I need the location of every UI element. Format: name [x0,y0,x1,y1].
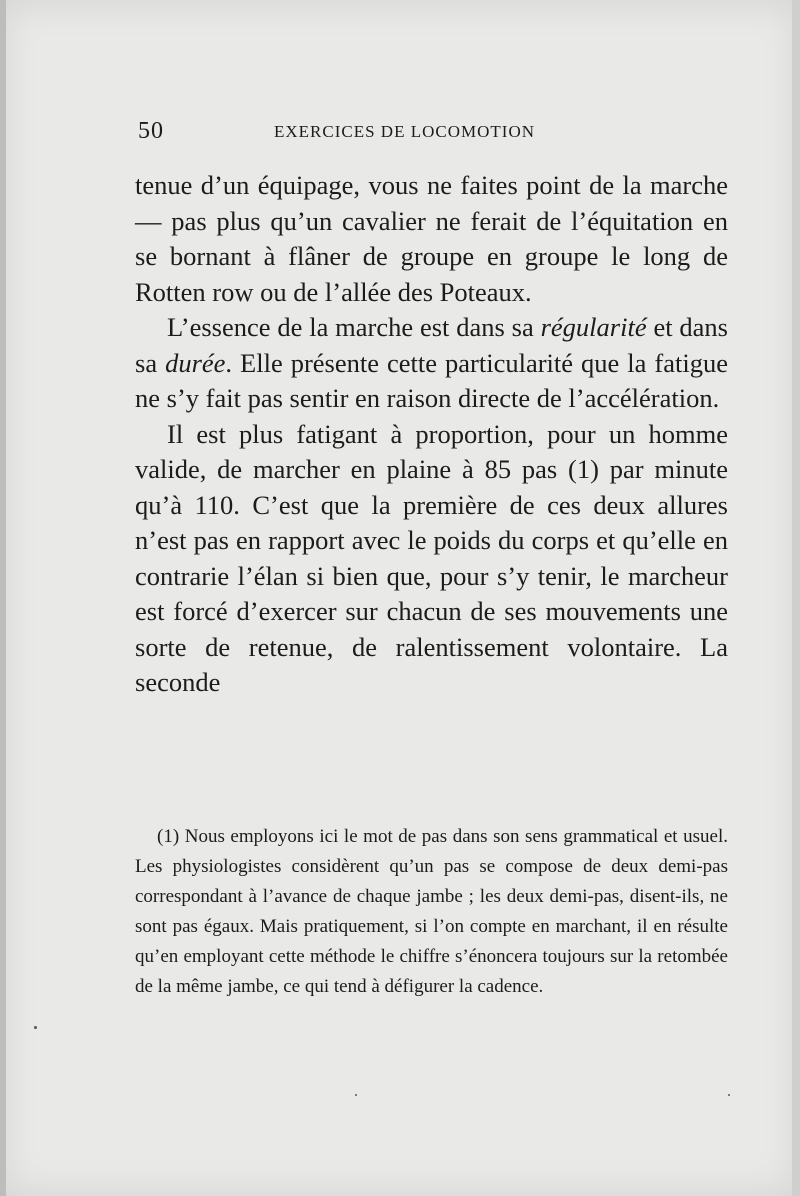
paper-speck [355,1094,357,1096]
italic-duree: durée [165,347,226,378]
running-header [138,118,728,148]
paragraph-1 [135,168,728,310]
running-title: EXERCICES DE LOCOMOTION [274,122,535,141]
page-right-edge [792,0,800,1196]
paragraph-2-text: L’essence de la marche est dans sa [167,312,541,342]
italic-regularite: régularité [540,312,647,342]
paragraph-2-text: . Elle présente cette particularité que la fatigue ne s’y fait pas sentir en raison directe de l’accélération. [135,347,728,413]
paper-speck [728,1094,730,1096]
paragraph-3-text: Il est plus fatigant à proportion, pour un homme valide, de marcher en plaine à 85 pas (1) par minute qu’à 110. C’est que la première de ces deux allures n’est pas en rapport avec le poids du corps et qu’elle en contrarie l’élan si bien que, pour s’y tenir, le marcheur est forcé d’exercer sur chacun de ses mouvements une sorte de retenue, de ralentissement volontaire. La seconde [135,418,728,697]
paragraph-2-text: et dans sa [135,312,728,378]
paragraph-1-text: tenue d’un équipage, vous ne faites point de la marche — pas plus qu’un cavalier ne ferait de l’équitation en se bornant à flâner de groupe en groupe le long de Rotten row ou de l’allée des Poteaux. [135,170,728,307]
page-left-edge [0,0,6,1196]
body-text [135,168,728,701]
footnote [135,822,728,1002]
paragraph-3 [135,417,728,701]
paper-speck [34,1026,37,1029]
page-number: 50 [138,118,164,144]
paragraph-2 [135,310,728,417]
footnote-1: (1) Nous employons ici le mot de pas dans son sens grammatical et usuel. Les physiologistes considèrent qu’un pas se compose de deux demi-pas correspondant à l’avance de chaque jambe ; les deux demi-pas, disent-ils, ne sont pas égaux. Mais pratiquement, si l’on compte en marchant, il en résulte qu’en employant cette méthode le chiffre s’énoncera toujours sur la retombée de la même jambe, ce qui tend à défigurer la cadence. [135,826,728,997]
